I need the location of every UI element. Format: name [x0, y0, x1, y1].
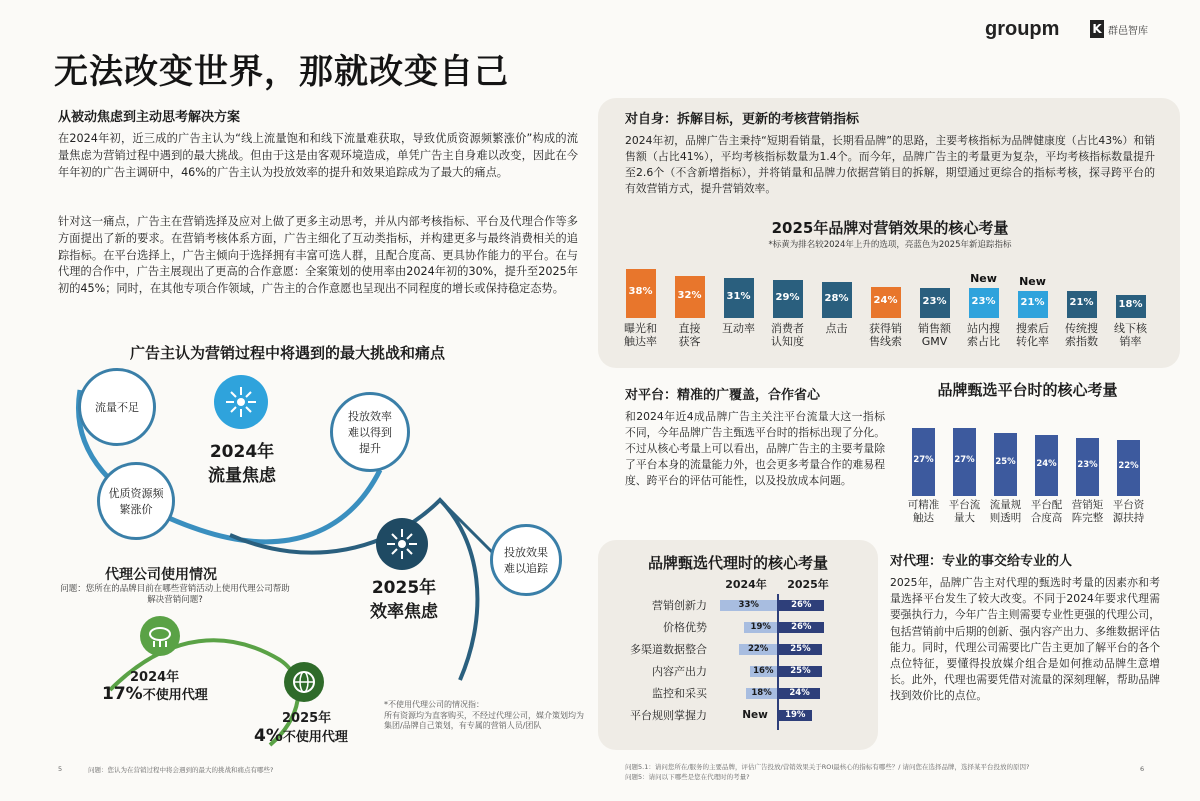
platform-category-label	[944, 499, 985, 525]
agency-cell-2025	[777, 688, 839, 699]
agency-footnote	[384, 700, 589, 732]
cloud-glyph	[140, 616, 180, 656]
self-heading: 对自身：拆解目标，更新的考核营销指标	[625, 112, 860, 127]
agency-bar-2025: 25%	[779, 666, 822, 677]
marketing-kpi-chart-title: 2025年品牌对营销效果的核心考量	[771, 219, 1009, 237]
agency-cell-2025	[777, 622, 839, 633]
platform-bar-value: 27%	[913, 454, 934, 465]
platform-category-line: 源扶持	[1112, 512, 1145, 524]
kpi-bar-value: 21%	[1069, 297, 1094, 309]
platform-bar-value: 24%	[1036, 458, 1057, 469]
agency-heading: 对代理：专业的事交给专业的人	[890, 554, 1073, 569]
kpi-category-line: 销率	[1119, 335, 1142, 348]
kpi-category-line: GMV	[921, 335, 948, 348]
kpi-category-label	[763, 322, 812, 348]
agency-year-2024: 2024年	[130, 670, 180, 685]
kpi-category-line: 转化率	[1016, 335, 1049, 348]
left-paragraph-1: 在2024年初，近三成的广告主认为“线上流量饱和和线下流量难获取，导致优质资源频繁涨价”构成的流量焦虑为营销过程中遇到的最大挑战。但由于这是由客观环境造成，单凭广告主自身难以改变，因此在今年年初的广告主调研中，46%的广告主认为投放效率的提升和效果追踪成为了最大的痛点。	[58, 132, 578, 179]
agency-bar-2025: 26%	[779, 622, 824, 633]
agency-usage-title: 代理公司使用情况	[105, 567, 217, 583]
agency-row	[612, 660, 872, 682]
year-2024: 2024年	[209, 442, 275, 462]
cloud-icon	[140, 616, 180, 656]
footer-right-question-2: 问题5：请问以下哪些是您在代理时的考量?	[625, 773, 750, 781]
agency-year-2025: 2025年	[282, 711, 332, 726]
left-subtitle: 从被动焦虑到主动思考解决方案	[58, 110, 241, 125]
kpi-bar-value: 29%	[775, 292, 800, 304]
kpi-category-line: 触达率	[624, 335, 657, 348]
kpi-category-label	[959, 322, 1008, 348]
bubble-traffic-shortage	[78, 368, 156, 446]
agency-category-label: 监控和采买	[652, 687, 707, 700]
challenges-title: 广告主认为营销过程中将遇到的最大挑战和痛点	[130, 344, 446, 362]
agency-bar-2025: 25%	[779, 644, 822, 655]
kpi-category-line: 传统搜	[1065, 322, 1098, 335]
platform-paragraph: 和2024年近4成品牌广告主关注平台流量大这一指标不同，今年品牌广告主甄选平台时的指标出现了分化。不过从核心考量上可以看出，品牌广告主的主要考量除了平台本身的流量能力外，也会更多考量合作的难易程度、跨平台的评估可能性，以及投放成本问题。	[625, 410, 885, 487]
kpi-bar-value: 18%	[1118, 299, 1143, 311]
footer-left-page: 5	[58, 765, 63, 773]
kpi-new-tag: New	[1019, 274, 1046, 288]
kpi-category-line: 销售额	[918, 322, 951, 335]
platform-category-line: 流量规	[989, 499, 1022, 511]
kpi-category-line: 搜索后	[1016, 322, 1049, 335]
label-2025-block	[358, 576, 450, 624]
kpi-category-line: 线下核	[1114, 322, 1147, 335]
kpi-bar-value: 23%	[971, 296, 996, 308]
year-2025: 2025年	[371, 578, 437, 598]
k-logo-icon: K	[1090, 20, 1104, 38]
kpi-bar-value: 28%	[824, 292, 849, 304]
footer-right-page: 6	[1140, 765, 1145, 773]
focus-2025: 效率焦虑	[370, 602, 438, 622]
agency-chart-title: 品牌甄选代理时的核心考量	[647, 554, 828, 572]
agency-value-2025: 4%	[254, 726, 283, 746]
agency-suffix-2025: 不使用代理	[282, 730, 348, 745]
globe-glyph	[284, 662, 324, 702]
platform-category-line: 营销矩	[1071, 499, 1104, 511]
platform-category-label	[985, 499, 1026, 525]
platform-chart-title: 品牌甄选平台时的核心考量	[937, 381, 1118, 399]
bubble-efficiency-label: 投放效率难以得到提升	[348, 410, 392, 455]
platform-category-line: 平台配	[1030, 499, 1063, 511]
agency-cell-2025	[777, 666, 839, 677]
left-paragraph-2: 针对这一痛点，广告主在营销选择及应对上做了更多主动思考，并从内部考核指标、平台及代理合作等多方面提出了新的要求。在营销考核体系方面，广告主细化了互动类指标，并构建更多与最终消费相关的追踪指标。在平台选择上，广告主倾向于选择拥有丰富可选人群，且配合度高、更具协作能力的平台。在与代理的合作中，广告主展现出了更高的合作意愿：全案策划的使用率由2024年初的30%，提升至2025年初的45%；同时，在其他专项合作领域，广告主的合作意愿也呈现出不同程度的增长或保持稳定态势。	[58, 215, 578, 296]
kpi-category-label	[1008, 322, 1057, 348]
kpi-category-line: 直接	[678, 322, 701, 335]
agency-bar-2024: 22%	[739, 644, 777, 655]
bubble-efficiency	[330, 392, 410, 472]
agency-paragraph: 2025年，品牌广告主对代理的甄选时考量的因素亦和考量选择平台发生了较大改变。不同于2024年要求代理需要强执行力，今年广告主则需要专业性更强的代理公司，包括营销前中后期的创新、强内容产出力、多维数据评估能力。同时，代理公司需要比广告主更加了解平台的各个点位特征，要懂得投放媒介组合是如何推动品牌生意增长。此外，代理也需要凭借对流量的深刻理解，帮助品牌找到效价比的点位。	[890, 576, 1160, 703]
platform-category-line: 平台资	[1112, 499, 1145, 511]
label-2024-block	[196, 440, 288, 488]
bubble-traffic-shortage-label: 流量不足	[95, 401, 139, 414]
agency-row	[612, 616, 872, 638]
kpi-category-label	[812, 322, 861, 335]
kpi-category-line: 站内搜	[967, 322, 1000, 335]
kpi-bar-value: 31%	[726, 290, 751, 302]
agency-chart-rows	[612, 594, 872, 726]
agency-stat-2025	[254, 726, 348, 746]
kpi-category-line: 获得销	[869, 322, 902, 335]
network-icon-2024	[214, 375, 268, 429]
platform-bar-value: 25%	[995, 457, 1016, 468]
page-title: 无法改变世界，那就改变自己	[54, 52, 509, 92]
platform-category-line: 触达	[913, 512, 934, 524]
platform-category-line: 合度高	[1030, 512, 1063, 524]
globe-icon	[284, 662, 324, 702]
agency-row	[612, 682, 872, 704]
agency-category-label: 多渠道数据整合	[630, 643, 707, 656]
agency-cell-2024	[715, 666, 777, 677]
groupm-logo: groupm	[985, 18, 1060, 40]
platform-category-line: 阵完整	[1071, 512, 1104, 524]
agency-suffix-2024: 不使用代理	[142, 688, 208, 703]
agency-chart-header	[612, 576, 872, 594]
kpi-category-line: 消费者	[771, 322, 804, 335]
footer-left-question: 问题：您认为在营销过程中将会遇到的最大的挑战和痛点有哪些?	[88, 766, 274, 774]
agency-footnote-body: 所有资源均为直客购买，不经过代理公司，媒介策划均为集团/品牌自己策划，有专属的营销人员/团队	[384, 710, 584, 730]
kpi-category-label	[1106, 322, 1155, 348]
network-icon-2025	[376, 518, 428, 570]
agency-bar-2025: 26%	[779, 600, 824, 611]
agency-row	[612, 704, 872, 726]
agency-chart	[612, 576, 872, 726]
agency-footnote-title: *不使用代理公司的情况指：	[384, 700, 484, 709]
kpi-category-label	[1057, 322, 1106, 348]
kpi-bar-value: 23%	[922, 296, 947, 308]
kpi-category-label	[616, 322, 665, 348]
agency-bar-2024: 33%	[720, 600, 777, 611]
bubble-price-rise	[97, 462, 175, 540]
kpi-category-line: 索占比	[967, 335, 1000, 348]
agency-cell-2024	[715, 600, 777, 611]
agency-value-2024: 17%	[102, 684, 143, 704]
think-tank-label: 群邑智库	[1108, 25, 1148, 37]
agency-category-label: 营销创新力	[652, 599, 707, 612]
agency-cell-2024	[715, 688, 777, 699]
platform-bar-value: 23%	[1077, 459, 1098, 470]
bubble-tracking-label: 投放效果难以追踪	[504, 546, 548, 575]
agency-category-label: 价格优势	[663, 621, 707, 634]
kpi-category-line: 点击	[825, 322, 848, 335]
agency-category-label: 平台规则掌握力	[630, 709, 707, 722]
agency-bar-2025: 19%	[779, 710, 812, 721]
kpi-bar-value: 38%	[628, 286, 653, 298]
agency-cell-2025	[777, 710, 839, 721]
agency-cell-2024	[715, 710, 777, 721]
platform-category-line: 平台流	[948, 499, 981, 511]
footer-right-question-1: 问题5.1：请问您所在/服务的主要品牌，评估广告投放/营销效果关于ROI最核心的指标有哪些？/ 请问您在选择品牌，选择某平台投放的原因?	[625, 763, 1030, 771]
platform-category-label	[903, 499, 944, 525]
network-glyph-2024	[214, 375, 268, 429]
kpi-category-label	[714, 322, 763, 335]
platform-category-label	[1108, 499, 1149, 525]
agency-row	[612, 638, 872, 660]
kpi-category-line: 获客	[678, 335, 701, 348]
kpi-category-label	[861, 322, 910, 348]
bubble-tracking	[490, 524, 562, 596]
kpi-bar-value: 24%	[873, 295, 898, 307]
platform-heading: 对平台：精准的广覆盖，合作省心	[625, 388, 821, 403]
agency-cell-2025	[777, 644, 839, 655]
agency-bar-2024: 16%	[750, 666, 777, 677]
platform-category-line: 量大	[954, 512, 975, 524]
platform-bar-value: 27%	[954, 454, 975, 465]
agency-series-2025-label: 2025年	[787, 578, 829, 591]
agency-new-tag: New	[742, 708, 768, 721]
marketing-kpi-chart-note: *标黄为排名较2024年上升的选项，亮蓝色为2025年新追踪指标	[768, 240, 1012, 250]
network-glyph-2025	[376, 518, 428, 570]
agency-bar-2024: 18%	[746, 688, 777, 699]
agency-series-2024-label: 2024年	[725, 578, 767, 591]
kpi-category-label	[665, 322, 714, 348]
kpi-category-line: 曝光和	[624, 322, 657, 335]
kpi-category-line: 售线索	[869, 335, 902, 348]
agency-stat-2024	[102, 684, 208, 704]
agency-usage-question: 问题：您所在的品牌目前在哪些营销活动上使用代理公司帮助解决营销问题?	[60, 584, 290, 605]
agency-cell-2025	[777, 600, 839, 611]
agency-cell-2024	[715, 644, 777, 655]
kpi-category-label	[910, 322, 959, 348]
platform-chart	[895, 402, 1160, 530]
agency-row	[612, 594, 872, 616]
platform-category-label	[1067, 499, 1108, 525]
kpi-category-line: 互动率	[722, 322, 755, 335]
platform-category-line: 则透明	[989, 512, 1022, 524]
kpi-new-tag: New	[970, 272, 997, 286]
kpi-category-line: 索指数	[1065, 335, 1098, 348]
agency-header-spacer	[612, 576, 715, 594]
focus-2024: 流量焦虑	[208, 466, 276, 486]
kpi-category-line: 认知度	[771, 335, 804, 348]
platform-category-line: 可精准	[907, 499, 940, 511]
self-paragraph: 2024年初，品牌广告主秉持“短期看销量，长期看品牌”的思路，主要考核指标为品牌健康度（占比43%）和销售额（占比41%），平均考核指标数量为1.4个。而今年，品牌广告主的考量更为复杂，平均考核指标数量提升至2.6个（不含新增指标），并将销量和品牌力依据营销目的拆解，期望通过更综合的指标考核，探寻跨平台的有效营销方式，提升营销效率。	[625, 134, 1155, 195]
kpi-bar-value: 32%	[677, 290, 702, 302]
agency-bar-2024: 19%	[744, 622, 777, 633]
agency-category-label: 内容产出力	[652, 665, 707, 678]
think-tank-logo	[1090, 20, 1148, 38]
kpi-bar-value: 21%	[1020, 297, 1045, 309]
marketing-kpi-chart	[616, 256, 1166, 362]
bubble-price-rise-label: 优质资源频繁涨价	[108, 487, 164, 516]
platform-category-label	[1026, 499, 1067, 525]
agency-bar-2025: 24%	[779, 688, 820, 699]
agency-cell-2024	[715, 622, 777, 633]
platform-bar-value: 22%	[1118, 461, 1139, 472]
